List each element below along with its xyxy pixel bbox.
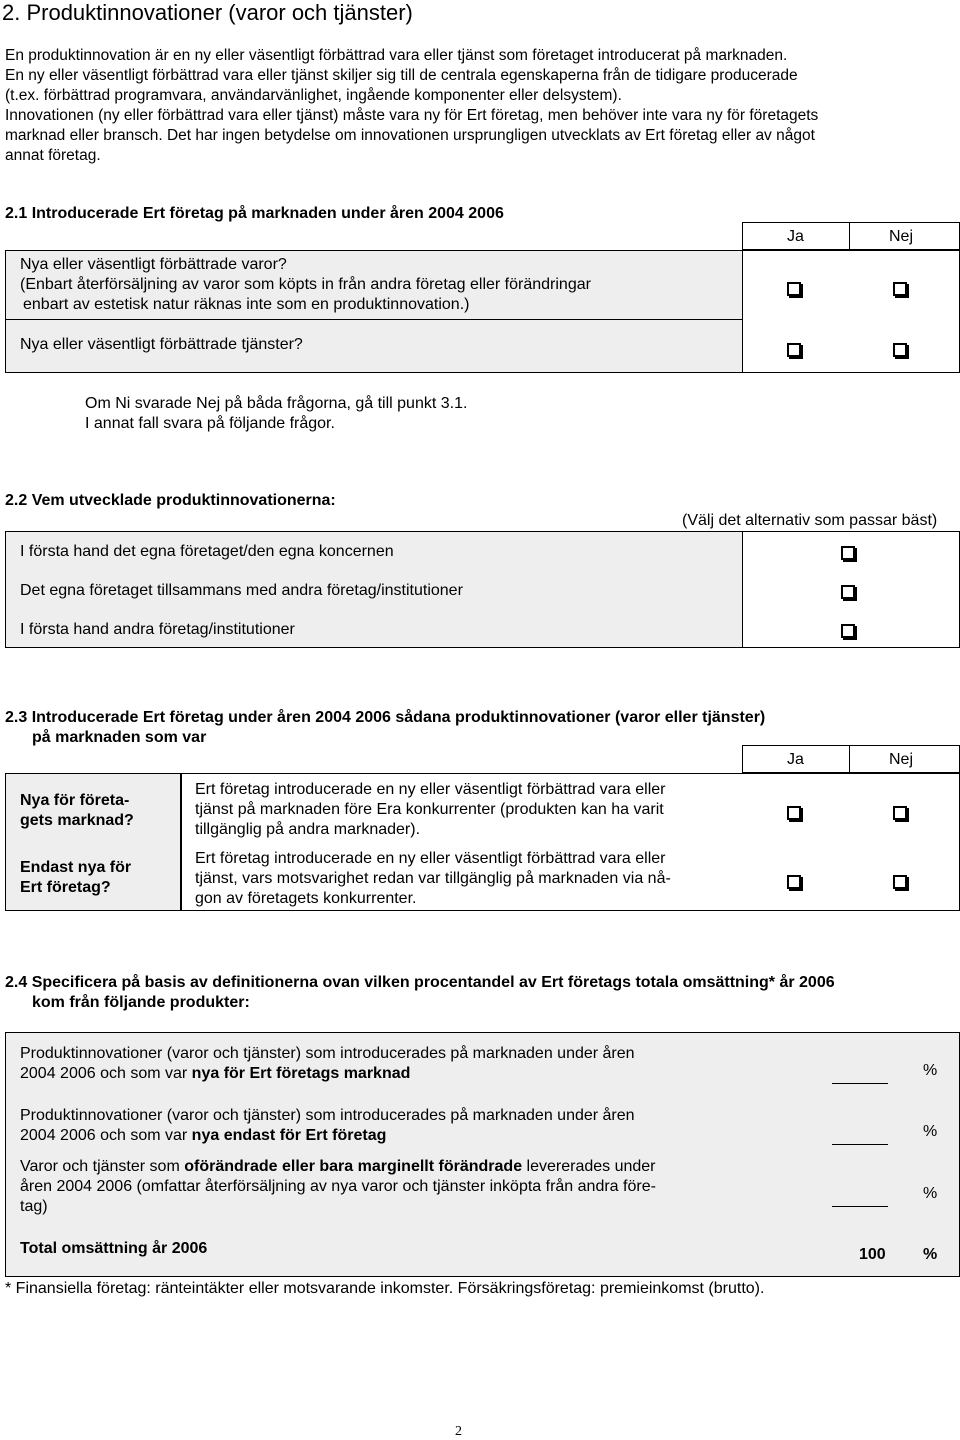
q22-option-together: Det egna företaget tillsammans med andra företag/institutioner <box>20 582 463 599</box>
page-number: 2 <box>455 1424 462 1439</box>
q24-row-new-market: Produktinnovationer (varor och tjänster) som introducerades på marknaden under åren 2004 2006 och som var nya för Ert företags marknad <box>20 1045 635 1082</box>
intro-line: En ny eller väsentligt förbättrad vara eller tjänst skiljer sig till de centrala egenskaperna från de tidigare producerade <box>5 67 798 84</box>
q23-new-market-no-checkbox[interactable] <box>893 806 907 820</box>
q22-option-own: I första hand det egna företaget/den egna koncernen <box>20 543 394 560</box>
q23-desc-new-market: Ert företag introducerade en ny eller väsentligt förbättrad vara eller tjänst på marknaden före Era konkurrenter (produkten kan ha varit tillgänglig på andra marknader). <box>195 781 666 838</box>
q23-label-new-firm: Endast nya för Ert företag? <box>20 859 132 896</box>
intro-line: annat företag. <box>5 147 101 164</box>
q22-option-together-checkbox[interactable] <box>841 585 855 599</box>
percent-sign: % <box>923 1062 938 1079</box>
q24-total-value: 100 <box>859 1246 886 1263</box>
header-divider <box>849 746 850 772</box>
q24-row-new-firm: Produktinnovationer (varor och tjänster) som introducerades på marknaden under åren 2004 2006 och som var nya endast för Ert företag <box>20 1107 635 1144</box>
q23-title: 2.3 Introducerade Ert företag under åren 2004 2006 sådana produktinnovationer (varor eller tjänster) på marknaden som var <box>5 709 766 746</box>
col-ja: Ja <box>787 228 804 245</box>
intro-line: En produktinnovation är en ny eller väsentligt förbättrad vara eller tjänst som företaget introducerat på marknaden. <box>5 47 788 64</box>
q21-answer-area <box>743 251 959 372</box>
q21-services-question: Nya eller väsentligt förbättrade tjänster? <box>20 336 303 353</box>
q24-table <box>5 1032 960 1277</box>
q21-column-header <box>742 222 960 250</box>
q23-description-area <box>181 773 960 911</box>
q23-new-firm-yes-checkbox[interactable] <box>787 875 801 889</box>
q24-new-firm-input[interactable] <box>832 1144 888 1145</box>
q24-row-unchanged: Varor och tjänster som oförändrade eller bara marginellt förändrade levererades under åren 2004 2006 (omfattar återförsäljning av nya varor och tjänster inköpta från andra före- tag) <box>20 1158 656 1215</box>
q21-goods-question: Nya eller väsentligt förbättrade varor? (Enbart återförsäljning av varor som köpts in från andra företag eller förändringar enbart av estetisk natur räknas inte som en produktinnovation.) <box>20 256 591 313</box>
col-nej: Nej <box>889 228 914 245</box>
q24-unchanged-input[interactable] <box>832 1206 888 1207</box>
q23-label-new-market: Nya för företa- gets marknad? <box>20 792 134 829</box>
q22-hint: (Välj det alternativ som passar bäst) <box>682 512 938 529</box>
footnote: * Finansiella företag: ränteintäkter eller motsvarande inkomster. Försäkringsföretag: premieinkomst (brutto). <box>5 1280 765 1297</box>
section-title: 2. Produktinnovationer (varor och tjänster) <box>2 0 413 25</box>
q23-new-firm-no-checkbox[interactable] <box>893 875 907 889</box>
q22-option-others-checkbox[interactable] <box>841 624 855 638</box>
intro-line: Innovationen (ny eller förbättrad vara eller tjänst) måste vara ny för Ert företag, men behöver inte vara ny för företagets <box>5 107 819 124</box>
q21-skip-note: Om Ni svarade Nej på båda frågorna, gå till punkt 3.1. I annat fall svara på följande frågor. <box>85 395 468 432</box>
percent-sign: % <box>923 1185 938 1202</box>
q21-goods-yes-checkbox[interactable] <box>787 282 801 296</box>
q21-goods-no-checkbox[interactable] <box>893 282 907 296</box>
q23-new-market-yes-checkbox[interactable] <box>787 806 801 820</box>
percent-sign: % <box>923 1246 938 1263</box>
q22-title: 2.2 Vem utvecklade produktinnovationerna: <box>5 492 336 509</box>
col-nej: Nej <box>889 751 914 768</box>
q23-desc-new-firm: Ert företag introducerade en ny eller väsentligt förbättrad vara eller tjänst, vars motsvarighet redan var tillgänglig på marknaden via nå- gon av företagets konkurrenter. <box>195 850 671 907</box>
q24-new-market-input[interactable] <box>832 1083 888 1084</box>
q23-label-column <box>5 773 181 911</box>
intro-line: marknad eller bransch. Det har ingen betydelse om innovationen ursprungligen utvecklats av Ert företag eller av något <box>5 127 815 144</box>
col-ja: Ja <box>787 751 804 768</box>
intro-paragraph <box>5 46 818 166</box>
row-divider <box>6 319 746 320</box>
q24-title: 2.4 Specificera på basis av definitionerna ovan vilken procentandel av Ert företags totala omsättning* år 2006 kom från följande produkter: <box>5 974 835 1011</box>
q22-option-own-checkbox[interactable] <box>841 546 855 560</box>
q21-services-yes-checkbox[interactable] <box>787 343 801 357</box>
q23-column-header <box>742 745 960 773</box>
q21-services-no-checkbox[interactable] <box>893 343 907 357</box>
q22-option-others: I första hand andra företag/institutioner <box>20 621 295 638</box>
header-divider <box>849 223 850 249</box>
q24-total-label: Total omsättning år 2006 <box>20 1240 208 1257</box>
intro-line: (t.ex. förbättrad programvara, användarvänlighet, ingående komponenter eller delsystem). <box>5 87 622 104</box>
percent-sign: % <box>923 1123 938 1140</box>
q21-title: 2.1 Introducerade Ert företag på marknaden under åren 2004 2006 <box>5 205 504 222</box>
